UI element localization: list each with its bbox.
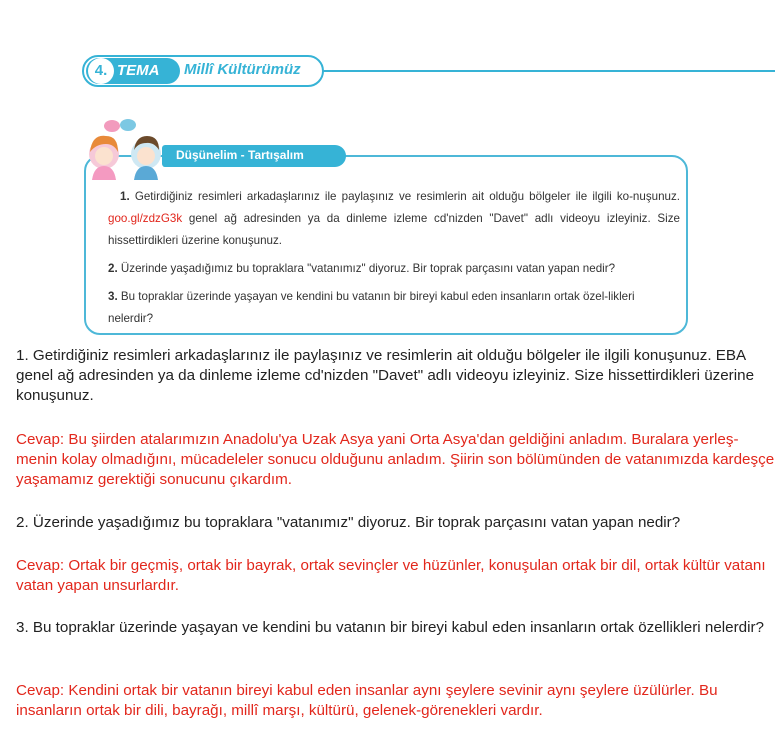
video-link[interactable]: goo.gl/zdzG3k — [108, 212, 183, 225]
q1-text-a: Getirdiğiniz resimleri arkadaşlarınız ile paylaşınız ve resimlerin ait olduğu bölgeler ile ilgili ko-nuşunuz. — [134, 190, 680, 203]
q1-number: 1. — [120, 190, 130, 203]
tema-title: Millî Kültürümüz — [184, 61, 301, 78]
q2-text: Üzerinde yaşadığımız bu topraklara "vatanımız" diyoruz. Bir toprak parçasını vatan yapan nedir? — [120, 262, 616, 275]
header-rule — [300, 70, 775, 72]
tema-label: TEMA — [117, 62, 160, 79]
q3-number: 3. — [108, 290, 118, 303]
answer-2: Cevap: Ortak bir geçmiş, ortak bir bayrak, ortak sevinçler ve hüzünler, konuşulan ortak bir dil, ortak kültür vatanı vatan yapan unsurlardır. — [16, 557, 766, 594]
discussion-question-1 — [108, 186, 680, 252]
answer-1: Cevap: Bu şiirden atalarımızın Anadolu'ya Uzak Asya yani Orta Asya'dan geldiğini anladım. Buralara yerleş-menin kolay olmadığını, mücadeleler sonucu olduğunu anladım. Şiirin son bölümünden de vatanımızda kardeşçe yaşamamız gerektiği sonucunu çıkardım. — [16, 431, 775, 488]
q1-text-b: genel ağ adresinden ya da dinleme izleme cd'nizden "Davet" adlı videoyu izleyiniz. Size hissettirdikleri üzerine konuşunuz. — [108, 212, 680, 247]
tema-number: 4. — [88, 58, 114, 84]
q3-text: Bu topraklar üzerinde yaşayan ve kendini bu vatanın bir bireyi kabul eden insanların ortak özel-likleri nelerdir? — [108, 290, 635, 325]
q2-number: 2. — [108, 262, 118, 275]
answer-3: Cevap: Kendini ortak bir vatanın bireyi kabul eden insanlar aynı şeylere sevinir aynı şeylere üzülürler. Bu insanların ortak bir dili, bayrağı, millî marşı, kültürü, gelenek-görenekleri vardır. — [16, 682, 718, 719]
answer-question-3: 3. Bu topraklar üzerinde yaşayan ve kendini bu vatanın bir bireyi kabul eden insanların ortak özellikleri nelerdir? — [16, 619, 764, 636]
discussion-question-2 — [108, 258, 680, 280]
answer-question-1: 1. Getirdiğiniz resimleri arkadaşlarınız ile paylaşınız ve resimlerin ait olduğu bölgeler ile ilgili konuşunuz. EBA genel ağ adresinden ya da dinleme izleme cd'nizden "Davet" adlı videoyu izleyiniz. Size hissettirdikleri üzerine konuşunuz. — [16, 347, 755, 404]
students-avatar-icon — [84, 118, 174, 180]
answer-question-2: 2. Üzerinde yaşadığımız bu topraklara "vatanımız" diyoruz. Bir toprak parçasını vatan yapan nedir? — [16, 514, 681, 531]
discussion-question-3 — [108, 286, 680, 330]
discussion-tab-label: Düşünelim - Tartışalım — [176, 148, 304, 162]
